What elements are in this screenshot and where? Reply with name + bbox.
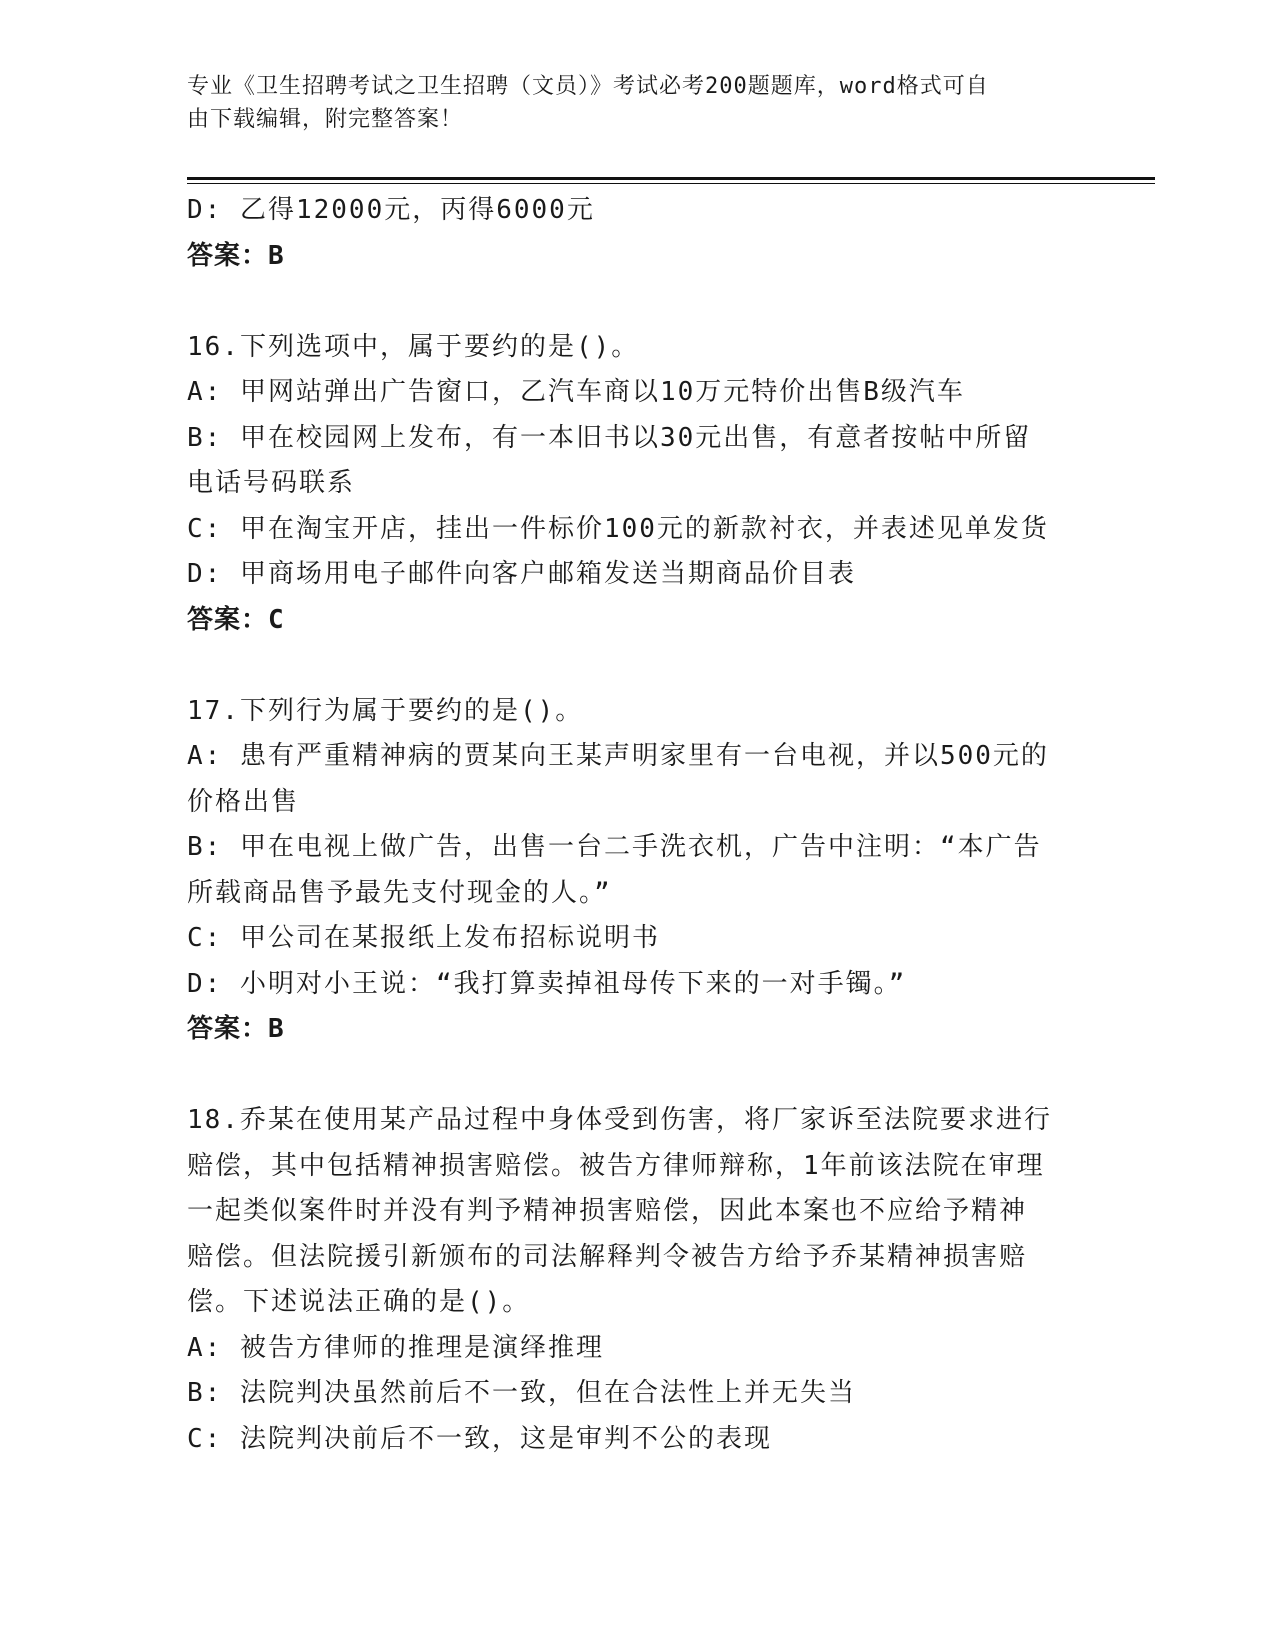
q17-answer: 答案：B bbox=[187, 1014, 285, 1044]
q16-option-a: A: 甲网站弹出广告窗口，乙汽车商以10万元特价出售B级汽车 bbox=[187, 377, 965, 407]
q18-question-line-3: 一起类似案件时并没有判予精神损害赔偿，因此本案也不应给予精神 bbox=[187, 1196, 1028, 1226]
q17-option-a-line-2: 价格出售 bbox=[187, 786, 300, 817]
q15-answer: 答案：B bbox=[187, 240, 285, 271]
page-header bbox=[187, 70, 1087, 136]
q18-question-line-1: 18.乔某在使用某产品过程中身体受到伤害，将厂家诉至法院要求进行 bbox=[187, 1105, 1052, 1135]
q16-option-c: C: 甲在淘宝开店，挂出一件标价100元的新款衬衣，并表述见单发货 bbox=[187, 513, 1049, 544]
q18-question-line-4: 赔偿。但法院援引新颁布的司法解释判令被告方给予乔某精神损害赔 bbox=[187, 1241, 1028, 1272]
spacer bbox=[187, 1053, 1087, 1099]
q16-answer: 答案：C bbox=[187, 604, 285, 635]
spacer bbox=[187, 643, 1087, 689]
q17-option-b-line-1: B: 甲在电视上做广告，出售一台二手洗衣机，广告中注明：“本广告 bbox=[187, 832, 1042, 862]
header-divider-thick bbox=[187, 177, 1155, 180]
q18-question-line-5: 偿。下述说法正确的是()。 bbox=[187, 1287, 531, 1317]
q17-option-a-line-1: A: 患有严重精神病的贾某向王某声明家里有一台电视，并以500元的 bbox=[187, 741, 1049, 771]
q16-option-b-line-2: 电话号码联系 bbox=[187, 468, 356, 498]
q17-option-d: D: 小明对小王说：“我打算卖掉祖母传下来的一对手镯。” bbox=[187, 968, 907, 999]
q17-question: 17.下列行为属于要约的是()。 bbox=[187, 695, 584, 726]
header-divider-thin bbox=[187, 183, 1155, 184]
header-line-1: 专业《卫生招聘考试之卫生招聘（文员）》考试必考200题题库，word格式可自 bbox=[187, 74, 989, 99]
question-list bbox=[187, 188, 1087, 1462]
q18-question-line-2: 赔偿，其中包括精神损害赔偿。被告方律师辩称，1年前该法院在审理 bbox=[187, 1150, 1045, 1181]
q17-option-c: C: 甲公司在某报纸上发布招标说明书 bbox=[187, 923, 660, 953]
q16-option-b-line-1: B: 甲在校园网上发布，有一本旧书以30元出售，有意者按帖中所留 bbox=[187, 422, 1032, 453]
q17-option-b-line-2: 所载商品售予最先支付现金的人。” bbox=[187, 877, 612, 908]
q16-question: 16.下列选项中，属于要约的是()。 bbox=[187, 331, 640, 362]
header-line-2: 由下载编辑，附完整答案！ bbox=[187, 107, 464, 132]
q18-option-c: C: 法院判决前后不一致，这是审判不公的表现 bbox=[187, 1423, 772, 1454]
q18-option-b: B: 法院判决虽然前后不一致，但在合法性上并无失当 bbox=[187, 1378, 856, 1408]
q18-option-a: A: 被告方律师的推理是演绎推理 bbox=[187, 1332, 604, 1363]
q16-option-d: D: 甲商场用电子邮件向客户邮箱发送当期商品价目表 bbox=[187, 559, 856, 589]
spacer bbox=[187, 279, 1087, 325]
q15-option-d: D: 乙得12000元，丙得6000元 bbox=[187, 195, 595, 225]
